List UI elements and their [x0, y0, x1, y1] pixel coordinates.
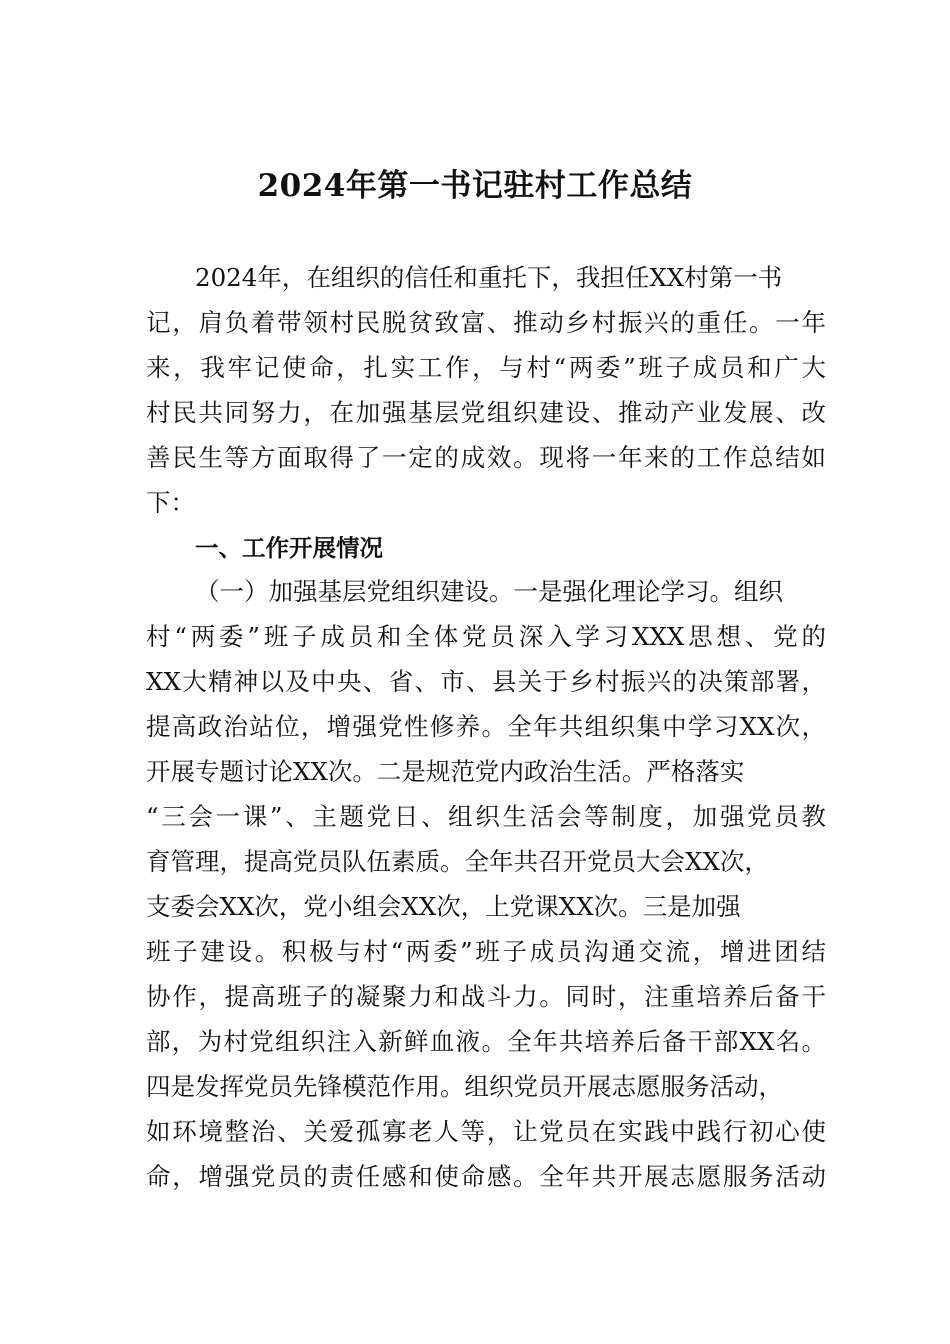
paragraph-line: 部，为村党组织注入新鲜血液。全年共培养后备干部XX名。 — [146, 1027, 826, 1056]
paragraph-line: 记，肩负着带领村民脱贫致富、推动乡村振兴的重任。一年 — [146, 308, 826, 337]
paragraph-line: 来，我牢记使命，扎实工作，与村“两委”班子成员和广大 — [146, 353, 826, 382]
paragraph-line: （一）加强基层党组织建设。一是强化理论学习。组织 — [195, 577, 783, 606]
paragraph-line: “三会一课”、主题党日、组织生活会等制度，加强党员教 — [146, 802, 826, 831]
paragraph-line: 下： — [146, 488, 195, 517]
paragraph-line: 四是发挥党员先锋模范作用。组织党员开展志愿服务活动， — [146, 1072, 783, 1101]
paragraph-line: 协作，提高班子的凝聚力和战斗力。同时，注重培养后备干 — [146, 982, 826, 1011]
paragraph-line: 村民共同努力，在加强基层党组织建设、推动产业发展、改 — [146, 398, 826, 427]
paragraph-line: 如环境整治、关爱孤寡老人等，让党员在实践中践行初心使 — [146, 1117, 826, 1146]
paragraph-line: 开展专题讨论XX次。二是规范党内政治生活。严格落实 — [146, 757, 745, 786]
paragraph-line: 命，增强党员的责任感和使命感。全年共开展志愿服务活动 — [146, 1162, 826, 1191]
paragraph-line: 育管理，提高党员队伍素质。全年共召开党员大会XX次， — [146, 847, 769, 876]
paragraph-line: 村“两委”班子成员和全体党员深入学习XXX思想、党的 — [146, 622, 826, 651]
paragraph-line: 2024年，在组织的信任和重托下，我担任XX村第一书 — [195, 263, 783, 292]
paragraph-line: 提高政治站位，增强党性修养。全年共组织集中学习XX次， — [146, 712, 826, 741]
paragraph-line: XX大精神以及中央、省、市、县关于乡村振兴的决策部署， — [146, 667, 826, 696]
paragraph-line: 支委会XX次，党小组会XX次，上党课XX次。三是加强 — [146, 892, 741, 921]
paragraph-line: 善民生等方面取得了一定的成效。现将一年来的工作总结如 — [146, 443, 826, 472]
paragraph-line: 班子建设。积极与村“两委”班子成员沟通交流，增进团结 — [146, 937, 826, 966]
section-heading: 一、工作开展情况 — [195, 534, 383, 562]
document-title: 2024年第一书记驻村工作总结 — [257, 168, 693, 204]
